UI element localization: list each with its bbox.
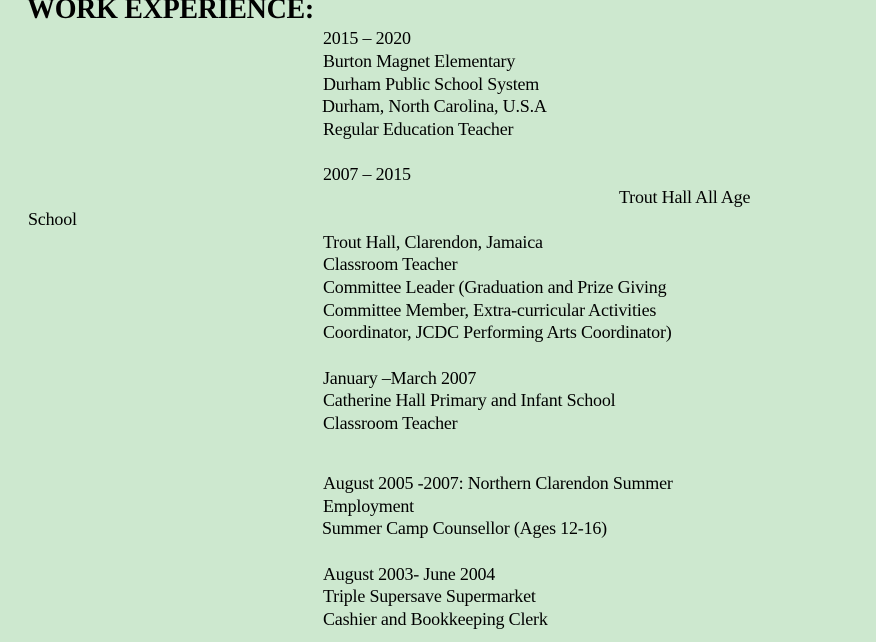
entry-5-line-3: Cashier and Bookkeeping Clerk <box>323 609 548 629</box>
entry-3-line-1: January –March 2007 <box>323 368 477 388</box>
entry-3-line-3: Classroom Teacher <box>323 413 458 433</box>
entry-1-line-2: Burton Magnet Elementary <box>323 51 516 71</box>
entry-2-line-3: Committee Leader (Graduation and Prize Giving <box>323 277 667 297</box>
entry-4-line-1: August 2005 -2007: Northern Clarendon Summer <box>323 473 673 493</box>
entry-4-line-3: Summer Camp Counsellor (Ages 12-16) <box>322 518 607 538</box>
entry-2-line-5: Coordinator, JCDC Performing Arts Coordinator) <box>323 322 672 342</box>
entry-5-line-1: August 2003- June 2004 <box>323 564 496 584</box>
entry-2-line-1: Trout Hall, Clarendon, Jamaica <box>323 232 543 252</box>
entry-5-line-2: Triple Supersave Supermarket <box>323 586 536 606</box>
entry-4-line-2: Employment <box>323 496 414 516</box>
section-heading: WORK EXPERIENCE: <box>27 0 314 25</box>
entry-2-school-wrap: School <box>28 209 77 229</box>
entry-2-school-name: Trout Hall All Age <box>619 187 751 207</box>
entry-1-line-3: Durham Public School System <box>323 74 540 94</box>
entry-3-line-2: Catherine Hall Primary and Infant School <box>323 390 616 410</box>
entry-1-line-4: Durham, North Carolina, U.S.A <box>322 96 547 116</box>
entry-1-line-1: 2015 – 2020 <box>323 28 411 48</box>
entry-2-line-4: Committee Member, Extra-curricular Activities <box>323 300 657 320</box>
entry-2-line-2: Classroom Teacher <box>323 254 458 274</box>
entry-1-line-5: Regular Education Teacher <box>323 119 514 139</box>
entry-2-date: 2007 – 2015 <box>323 164 411 184</box>
